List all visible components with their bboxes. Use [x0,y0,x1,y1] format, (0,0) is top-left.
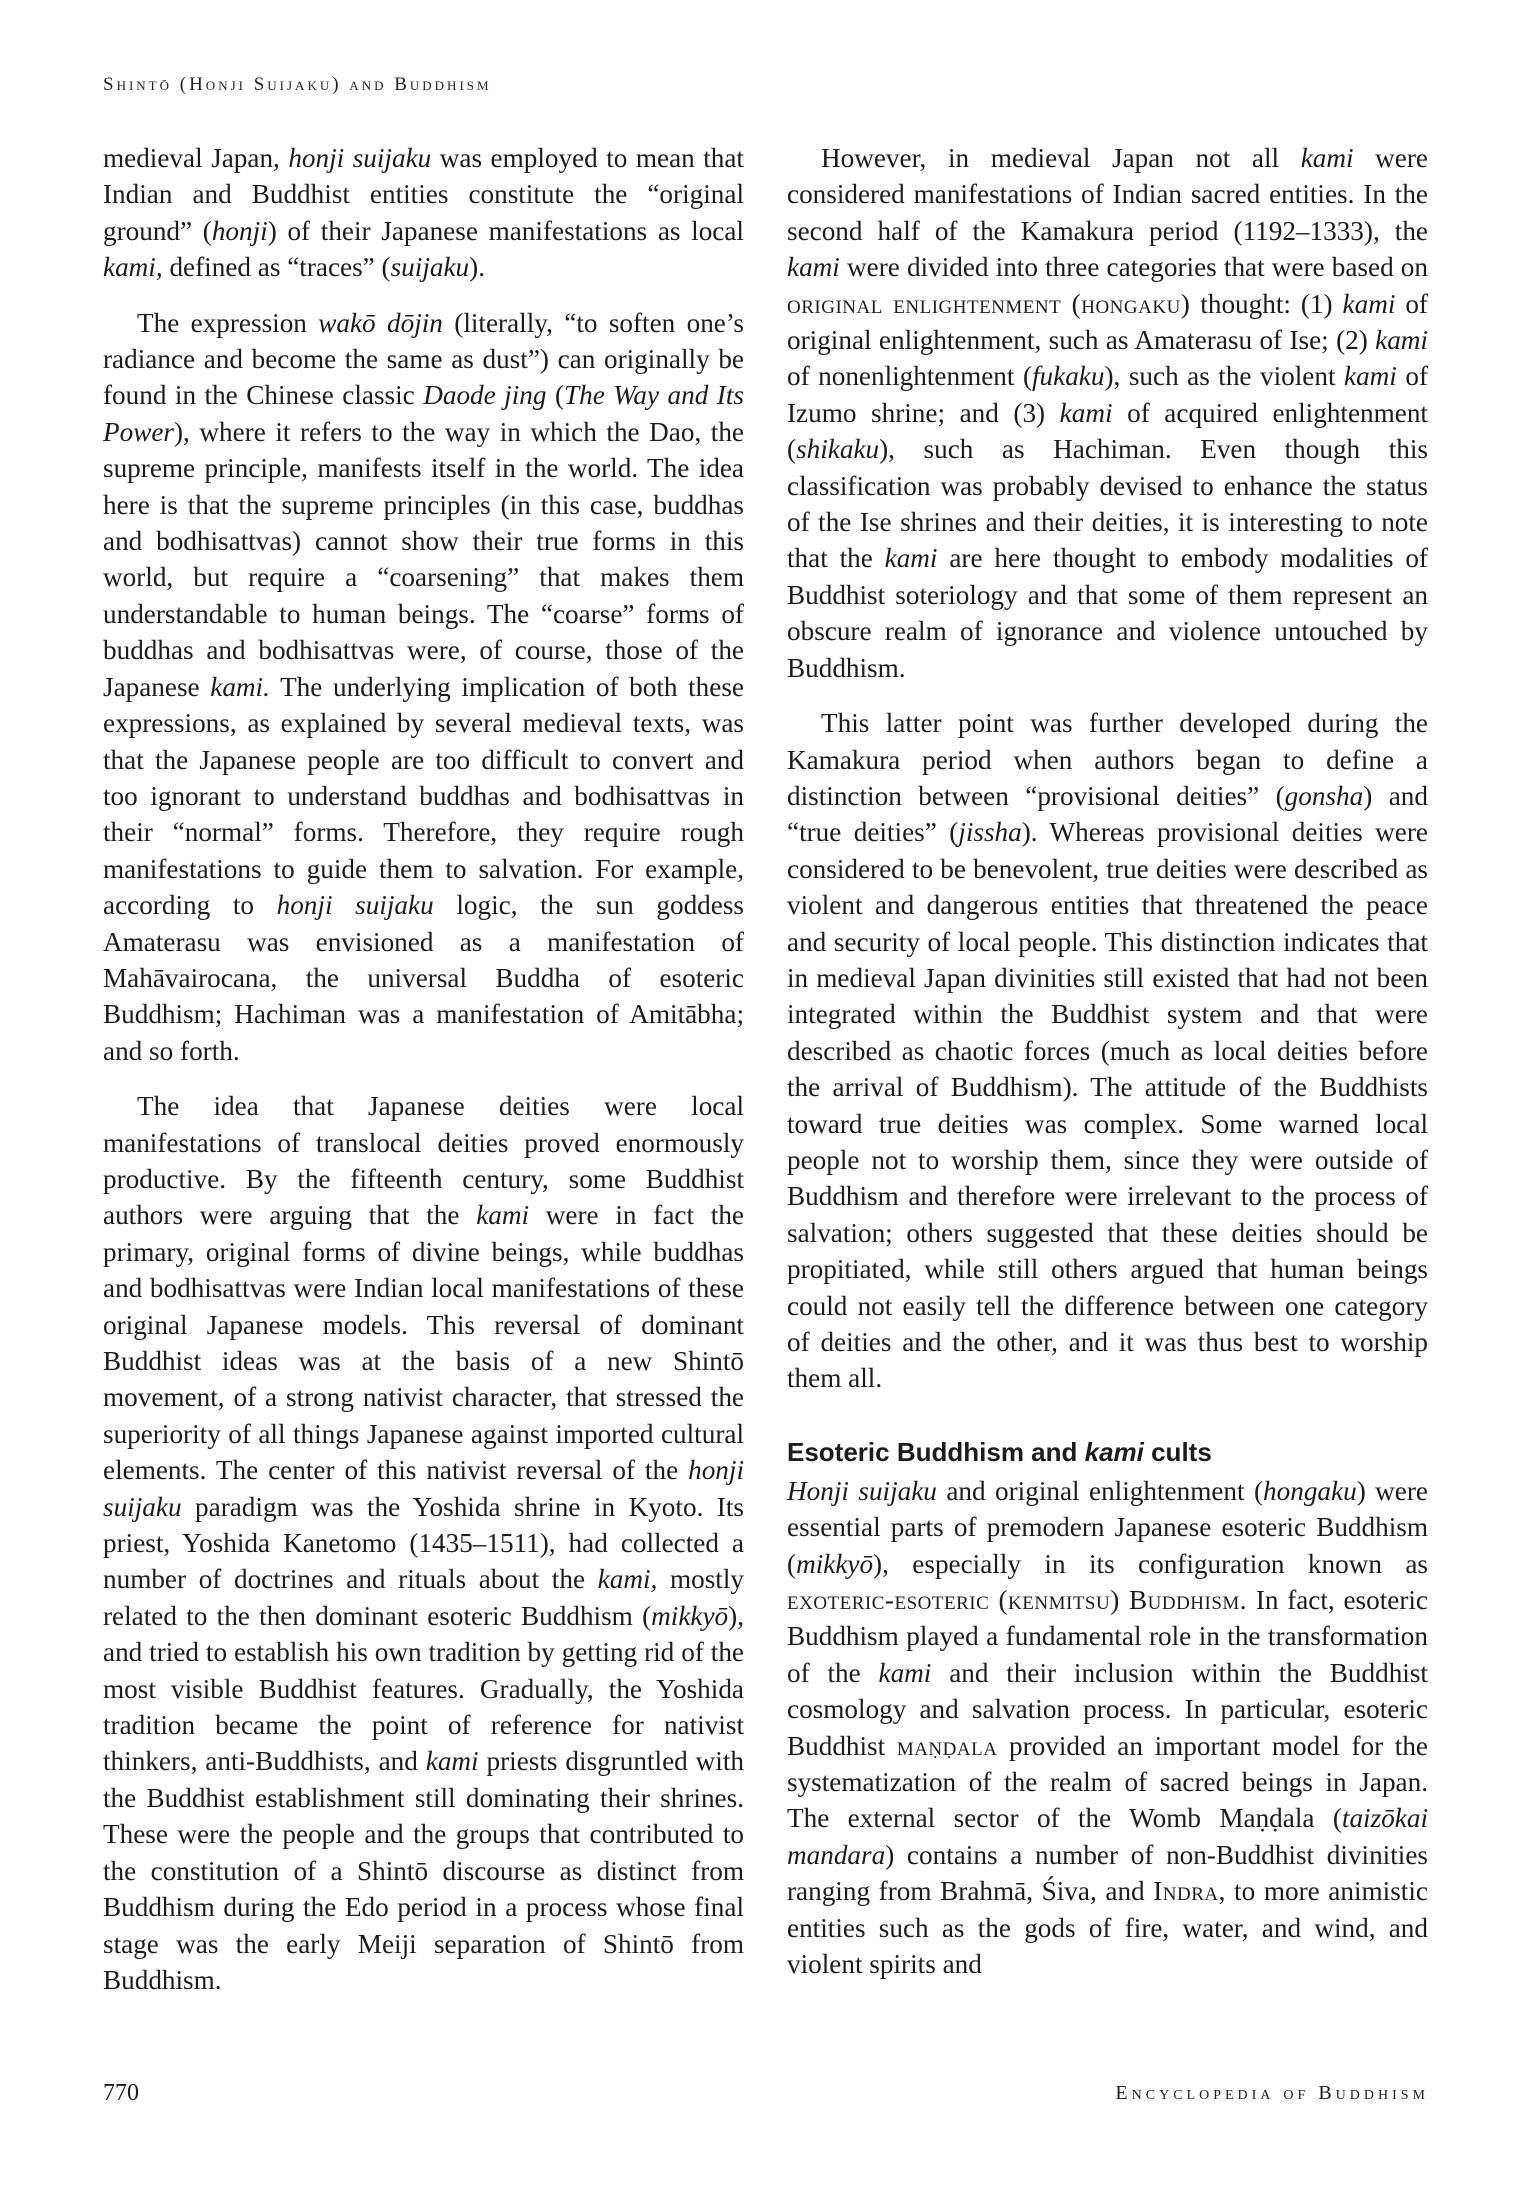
paragraph: This latter point was further developed during the Kamakura period when authors began to define a distinction between “provisional deities” (gonsha) and “true deities” (jissha). Whereas provisional deities were considered to be benevolent, true deities were described as violent and dangerous entities that threatened the peace and security of local people. This distinction indicates that in medieval Japan divinities still existed that had not been integrated within the Buddhist system and that were described as chaotic forces (much as local deities before the arrival of Buddhism). The attitude of the Buddhists toward true deities was complex. Some warned local people not to worship them, since they were outside of Buddhism and therefore were irrelevant to the process of salvation; others suggested that these deities should be propitiated, while still others argued that human beings could not easily tell the difference between one category of deities and the other, and it was thus best to worship them all. [787,708,1428,1394]
left-column [103,140,744,2017]
cross-reference: maṇḍala [896,1730,998,1761]
page-number: 770 [103,2080,139,2106]
paragraph: medieval Japan, honji suijaku was employed to mean that Indian and Buddhist entities constitute the “original ground” (honji) of their Japanese manifestations as local kami, defined as “traces” (suijaku). [103,143,744,283]
paragraph: Honji suijaku and original enlightenment (hongaku) were essential parts of premodern Japanese esoteric Buddhism (mikkyō), especially in its configuration known as exoteric-esoteric (kenmitsu) Buddhism. In fact, esoteric Buddhism played a fundamental role in the transformation of the kami and their inclusion within the Buddhist cosmology and salvation process. In particular, esoteric Buddhist maṇḍala provided an important model for the systematization of the realm of sacred beings in Japan. The external sector of the Womb Maṇḍala (taizōkai mandara) contains a number of non-Buddhist divinities ranging from Brahmā, Śiva, and Indra, to more animistic entities such as the gods of fire, water, and wind, and violent spirits and [787,1475,1428,1980]
paragraph: However, in medieval Japan not all kami were considered manifestations of Indian sacred entities. In the second half of the Kamakura period (1192–1333), the kami were divided into three categories that were based on original enlightenment (hongaku) thought: (1) kami of original enlightenment, such as Amaterasu of Ise; (2) kami of nonenlightenment (fukaku), such as the violent kami of Izumo shrine; and (3) kami of acquired enlightenment (shikaku), such as Hachiman. Even though this classification was probably devised to enhance the status of the Ise shrines and their deities, it is interesting to note that the kami are here thought to embody modalities of Buddhist soteriology and that some of them represent an obscure realm of ignorance and violence untouched by Buddhism. [787,143,1428,683]
paragraph: The expression wakō dōjin (literally, “to soften one’s radiance and become the same as dust”) can originally be found in the Chinese classic Daode jing (The Way and Its Power), where it refers to the way in which the Dao, the supreme principle, manifests itself in the world. The idea here is that the supreme principles (in this case, buddhas and bodhisattvas) cannot show their true forms in this world, but require a “coarsening” that makes them understandable to human beings. The “coarse” forms of buddhas and bodhisattvas were, of course, those of the Japanese kami. The underlying implication of both these expressions, as explained by several medieval texts, was that the Japanese people are too difficult to convert and too ignorant to understand buddhas and bodhisattvas in their “normal” forms. Therefore, they require rough manifestations to guide them to salvation. For example, according to honji suijaku logic, the sun goddess Amaterasu was envisioned as a manifestation of Mahāvairocana, the universal Buddha of esoteric Buddhism; Hachiman was a manifestation of Amitābha; and so forth. [103,307,745,1066]
cross-reference: original enlightenment (hongaku) [787,288,1191,319]
section-heading: Esoteric Buddhism and kami cults [787,1436,1212,1467]
cross-reference: exoteric-esoteric (kenmitsu) Buddhism. [787,1585,1248,1616]
cross-reference: Indra [1153,1876,1219,1907]
running-head: Shintō (Honji Suijaku) and Buddhism [103,74,492,95]
book-title: Encyclopedia of Buddhism [1115,2082,1429,2104]
right-column [787,140,1428,2002]
paragraph: The idea that Japanese deities were local manifestations of translocal deities proved enormously productive. By the fifteenth century, some Buddhist authors were arguing that the kami were in fact the primary, original forms of divine beings, while buddhas and bodhisattvas were Indian local manifestations of these original Japanese models. This reversal of dominant Buddhist ideas was at the basis of a new Shintō movement, of a strong nativist character, that stressed the superiority of all things Japanese against imported cultural elements. The center of this nativist reversal of the honji suijaku paradigm was the Yoshida shrine in Kyoto. Its priest, Yoshida Kanetomo (1435–1511), had collected a number of doctrines and rituals about the kami, mostly related to the then dominant esoteric Buddhism (mikkyō), and tried to establish his own tradition by getting rid of the most visible Buddhist features. Gradually, the Yoshida tradition became the point of reference for nativist thinkers, anti-Buddhists, and kami priests disgruntled with the Buddhist establishment still dominating their shrines. These were the people and the groups that contributed to the constitution of a Shintō discourse as distinct from Buddhism during the Edo period in a process whose final stage was the early Meiji separation of Shintō from Buddhism. [103,1091,744,1995]
